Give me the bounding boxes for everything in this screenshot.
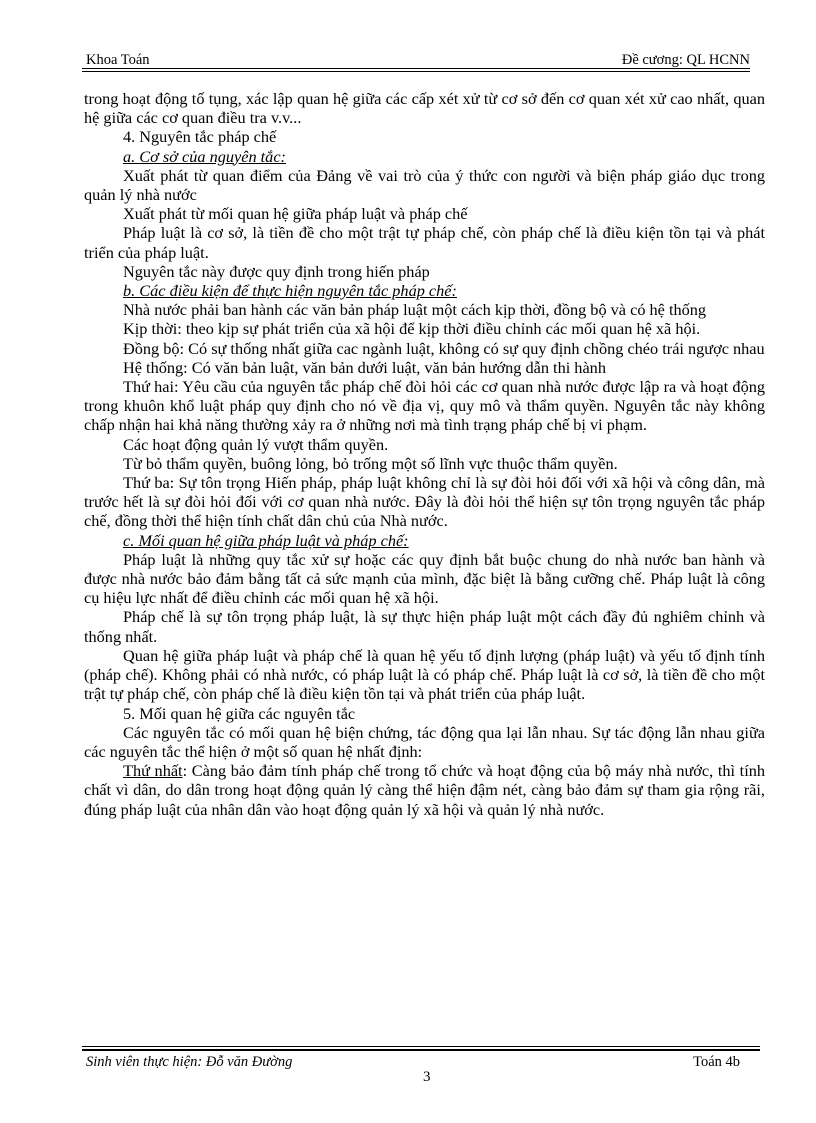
paragraph: Thứ hai: Yêu cầu của nguyên tắc pháp chế đòi hỏi các cơ quan nhà nước được lập ra và hoạt động trong khuôn khổ luật pháp quy định cho nó về địa vị, quy mô và thẩm quyền. Nguyên tắc này không chấp nhận hai khả năng thường xảy ra ở những nơi mà tình trạng pháp chế bị vi phạm. [84,377,765,435]
page-number: 3 [423,1069,431,1085]
section-heading: 5. Mối quan hệ giữa các nguyên tắc [123,703,356,723]
paragraph: trong hoạt động tố tụng, xác lập quan hệ giữa các cấp xét xử từ cơ sở đến cơ quan xét xử cao nhất, quan hệ giữa các cơ quan điều tra v.v... [84,89,765,128]
paragraph: Quan hệ giữa pháp luật và pháp chế là quan hệ yếu tố định lượng (pháp luật) và yếu tố định tính (pháp chế). Không phải có nhà nước, có pháp luật là có pháp chế. Pháp luật là cơ sở, là tiền đề cho một trật tự pháp chế, còn pháp chế là điều kiện tồn tại và phát triển của pháp luật. [84,645,765,704]
paragraph: Từ bỏ thẩm quyền, buông lỏng, bỏ trống một số lĩnh vực thuộc thẩm quyền. [123,453,618,473]
footer-author: Sinh viên thực hiện: Đỗ văn Đường [86,1054,293,1070]
header-title: Đề cương: QL HCNN [621,52,750,68]
subsection-heading-text: c. Mối quan hệ giữa pháp luật và pháp chế: [123,530,409,550]
paragraph: Nhà nước phải ban hành các văn bản pháp luật một cách kịp thời, đồng bộ và có hệ thống [123,300,707,320]
document-body [84,89,765,819]
header-faculty: Khoa Toán [86,52,150,68]
header-rule [82,68,750,69]
paragraph [84,761,765,819]
section-heading: 4. Nguyên tắc pháp chế [123,127,277,147]
subsection-heading [84,147,765,166]
header-rule-second [82,71,750,72]
subsection-heading-text: b. Các điều kiện để thực hiện nguyên tắc pháp chế: [123,281,457,301]
paragraph: Xuất phát từ quan điểm của Đảng về vai trò của ý thức con người và biện pháp giáo dục trong quản lý nhà nước [84,165,765,205]
subsection-heading [84,531,765,550]
paragraph: Thứ ba: Sự tôn trọng Hiến pháp, pháp luật không chỉ là sự đòi hỏi đối với xã hội và công dân, mà trước hết là sự đòi hỏi đối với cơ quan nhà nước. Đây là đòi hỏi thể hiện sự tôn trọng nguyên tắc pháp chế, đồng thời thể hiện tính chất dân chủ của Nhà nước. [84,473,765,531]
paragraph: Pháp luật là cơ sở, là tiền đề cho một trật tự pháp chế, còn pháp chế là điều kiện tồn tại và phát triển của pháp luật. [84,223,765,262]
page-footer [82,1053,760,1093]
paragraph: Hệ thống: Có văn bản luật, văn bản dưới luật, văn bản hướng dẫn thi hành [123,357,606,377]
paragraph: Các nguyên tắc có mối quan hệ biện chứng, tác động qua lại lẫn nhau. Sự tác động lẫn nhau giữa các nguyên tắc thể hiện ở một số quan hệ nhất định: [84,722,765,761]
subsection-heading [84,281,765,300]
footer-rule [82,1046,760,1047]
paragraph: Đồng bộ: Có sự thống nhất giữa cac ngành luật, không có sự quy định chồng chéo trái ngược nhau [123,338,765,358]
paragraph: Các hoạt động quản lý vượt thẩm quyền. [123,434,389,454]
paragraph: Nguyên tắc này được quy định trong hiến pháp [123,261,430,281]
paragraph: Kịp thời: theo kịp sự phát triển của xã hội để kịp thời điều chỉnh các mối quan hệ xã hội. [123,319,701,339]
footer-rule-thick [82,1049,760,1051]
paragraph: Pháp chế là sự tôn trọng pháp luật, là sự thực hiện pháp luật một cách đầy đủ nghiêm chỉnh và thống nhất. [84,607,765,646]
paragraph: Xuất phát từ mối quan hệ giữa pháp luật và pháp chế [123,204,468,224]
subsection-heading-text: a. Cơ sở của nguyên tắc: [123,146,286,166]
footer-class: Toán 4b [693,1054,740,1070]
paragraph-text: : Càng bảo đảm tính pháp chế trong tổ chức và hoạt động của bộ máy nhà nước, thì tính chất vì dân, do dân trong hoạt động quản lý càng thể hiện đậm nét, càng bảo đảm sự tham gia rộng rãi, đúng pháp luật của nhân dân vào hoạt động quản lý xã hội và quản lý nhà nước. [84,761,766,819]
paragraph: Pháp luật là những quy tắc xử sự hoặc các quy định bắt buộc chung do nhà nước ban hành và được nhà nước bảo đảm bằng tất cả sức mạnh của mình, đặc biệt là bằng cưỡng chế. Pháp luật là công cụ hiệu lực nhất để điều chỉnh các mối quan hệ xã hội. [84,549,765,608]
paragraph-lead: Thứ nhất [123,761,183,781]
page-header [82,49,750,69]
